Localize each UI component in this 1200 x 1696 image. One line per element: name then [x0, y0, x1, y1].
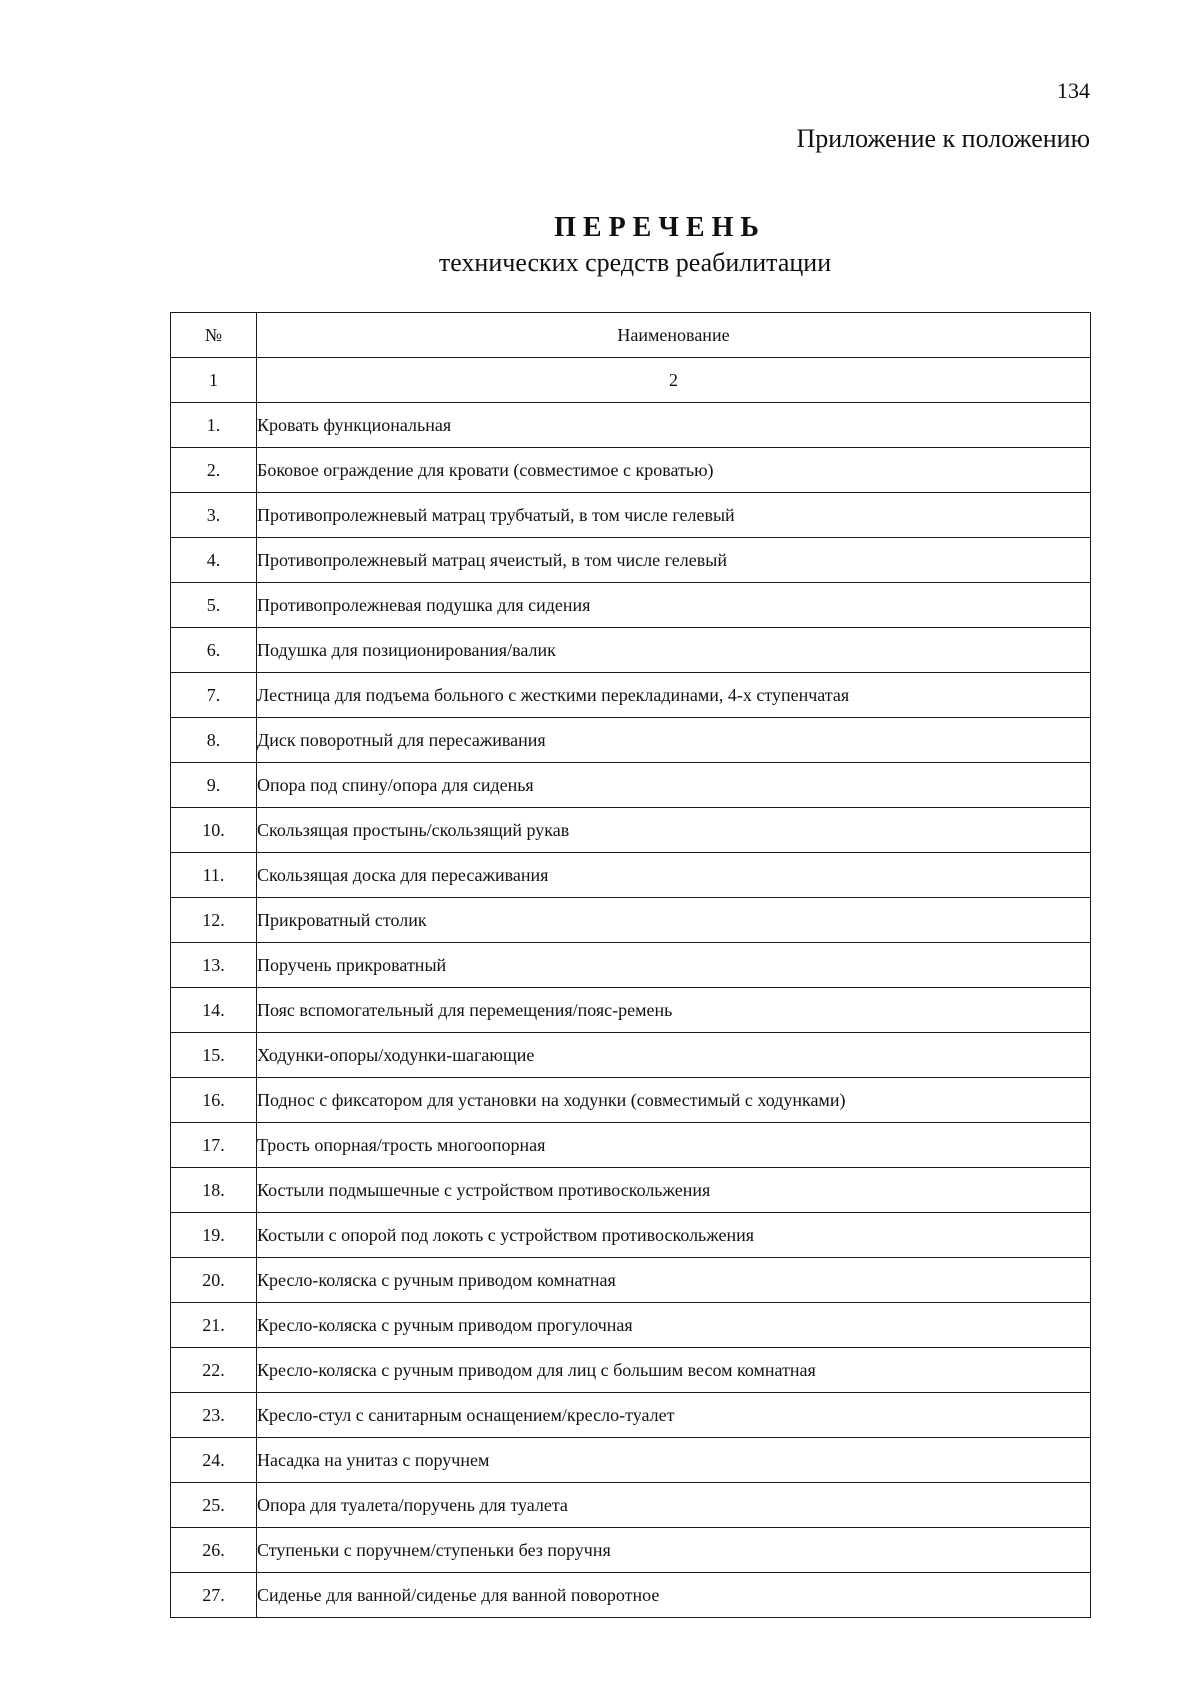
row-number: 19.	[171, 1213, 257, 1258]
table-row	[171, 1258, 1091, 1303]
table-row	[171, 1573, 1091, 1618]
row-name: Противопролежневая подушка для сидения	[257, 583, 1091, 628]
row-name: Скользящая простынь/скользящий рукав	[257, 808, 1091, 853]
appendix-label: Приложение к положению	[796, 124, 1090, 153]
row-number: 4.	[171, 538, 257, 583]
row-name: Опора под спину/опора для сиденья	[257, 763, 1091, 808]
row-name: Костыли подмышечные с устройством противоскольжения	[257, 1168, 1091, 1213]
column-index-name: 2	[257, 358, 1091, 403]
row-name: Костыли с опорой под локоть с устройством противоскольжения	[257, 1213, 1091, 1258]
document-subtitle: технических средств реабилитации	[438, 248, 832, 277]
column-header-name: Наименование	[257, 313, 1091, 358]
row-name: Опора для туалета/поручень для туалета	[257, 1483, 1091, 1528]
table-row	[171, 1213, 1091, 1258]
row-number: 10.	[171, 808, 257, 853]
table-row	[171, 1438, 1091, 1483]
row-name: Противопролежневый матрац ячеистый, в том числе гелевый	[257, 538, 1091, 583]
document-title: ПЕРЕЧЕНЬ	[554, 212, 766, 243]
table-row	[171, 538, 1091, 583]
table-row	[171, 1393, 1091, 1438]
row-number: 14.	[171, 988, 257, 1033]
row-number: 18.	[171, 1168, 257, 1213]
table-row	[171, 808, 1091, 853]
row-name: Диск поворотный для пересаживания	[257, 718, 1091, 763]
row-number: 11.	[171, 853, 257, 898]
row-name: Ступеньки с поручнем/ступеньки без поручня	[257, 1528, 1091, 1573]
row-name: Трость опорная/трость многоопорная	[257, 1123, 1091, 1168]
row-number: 23.	[171, 1393, 257, 1438]
row-name: Лестница для подъема больного с жесткими перекладинами, 4-х ступенчатая	[257, 673, 1091, 718]
table-row	[171, 1528, 1091, 1573]
row-number: 22.	[171, 1348, 257, 1393]
table-row	[171, 448, 1091, 493]
row-number: 25.	[171, 1483, 257, 1528]
table-row	[171, 943, 1091, 988]
table-row	[171, 898, 1091, 943]
row-name: Кресло-коляска с ручным приводом прогулочная	[257, 1303, 1091, 1348]
table-row	[171, 1483, 1091, 1528]
row-name: Поручень прикроватный	[257, 943, 1091, 988]
row-number: 1.	[171, 403, 257, 448]
table-row	[171, 673, 1091, 718]
row-number: 26.	[171, 1528, 257, 1573]
table-row	[171, 583, 1091, 628]
table-row	[171, 1348, 1091, 1393]
row-number: 12.	[171, 898, 257, 943]
row-number: 6.	[171, 628, 257, 673]
row-name: Прикроватный столик	[257, 898, 1091, 943]
table-row	[171, 718, 1091, 763]
row-number: 17.	[171, 1123, 257, 1168]
page-number: 134	[1057, 78, 1090, 103]
equipment-table	[170, 312, 1091, 1618]
row-number: 3.	[171, 493, 257, 538]
table-row	[171, 1303, 1091, 1348]
row-number: 13.	[171, 943, 257, 988]
table-header-row	[171, 313, 1091, 358]
row-number: 8.	[171, 718, 257, 763]
row-number: 9.	[171, 763, 257, 808]
row-name: Кресло-стул с санитарным оснащением/кресло-туалет	[257, 1393, 1091, 1438]
row-name: Насадка на унитаз с поручнем	[257, 1438, 1091, 1483]
row-number: 20.	[171, 1258, 257, 1303]
row-number: 15.	[171, 1033, 257, 1078]
row-name: Ходунки-опоры/ходунки-шагающие	[257, 1033, 1091, 1078]
row-name: Подушка для позиционирования/валик	[257, 628, 1091, 673]
row-number: 5.	[171, 583, 257, 628]
row-number: 21.	[171, 1303, 257, 1348]
row-name: Кресло-коляска с ручным приводом для лиц с большим весом комнатная	[257, 1348, 1091, 1393]
table-row	[171, 1078, 1091, 1123]
table-row	[171, 1123, 1091, 1168]
row-name: Сиденье для ванной/сиденье для ванной поворотное	[257, 1573, 1091, 1618]
table-row	[171, 403, 1091, 448]
row-name: Поднос с фиксатором для установки на ходунки (совместимый с ходунками)	[257, 1078, 1091, 1123]
row-number: 7.	[171, 673, 257, 718]
row-name: Скользящая доска для пересаживания	[257, 853, 1091, 898]
row-name: Пояс вспомогательный для перемещения/пояс-ремень	[257, 988, 1091, 1033]
column-index-number: 1	[171, 358, 257, 403]
row-name: Кресло-коляска с ручным приводом комнатная	[257, 1258, 1091, 1303]
table-row	[171, 1033, 1091, 1078]
row-number: 16.	[171, 1078, 257, 1123]
row-number: 27.	[171, 1573, 257, 1618]
table-row	[171, 988, 1091, 1033]
table-row	[171, 1168, 1091, 1213]
column-index-row	[171, 358, 1091, 403]
row-name: Кровать функциональная	[257, 403, 1091, 448]
table-row	[171, 853, 1091, 898]
table-row	[171, 628, 1091, 673]
column-header-number: №	[171, 313, 257, 358]
row-name: Боковое ограждение для кровати (совместимое с кроватью)	[257, 448, 1091, 493]
row-number: 2.	[171, 448, 257, 493]
row-name: Противопролежневый матрац трубчатый, в том числе гелевый	[257, 493, 1091, 538]
row-number: 24.	[171, 1438, 257, 1483]
table-row	[171, 493, 1091, 538]
table-row	[171, 763, 1091, 808]
